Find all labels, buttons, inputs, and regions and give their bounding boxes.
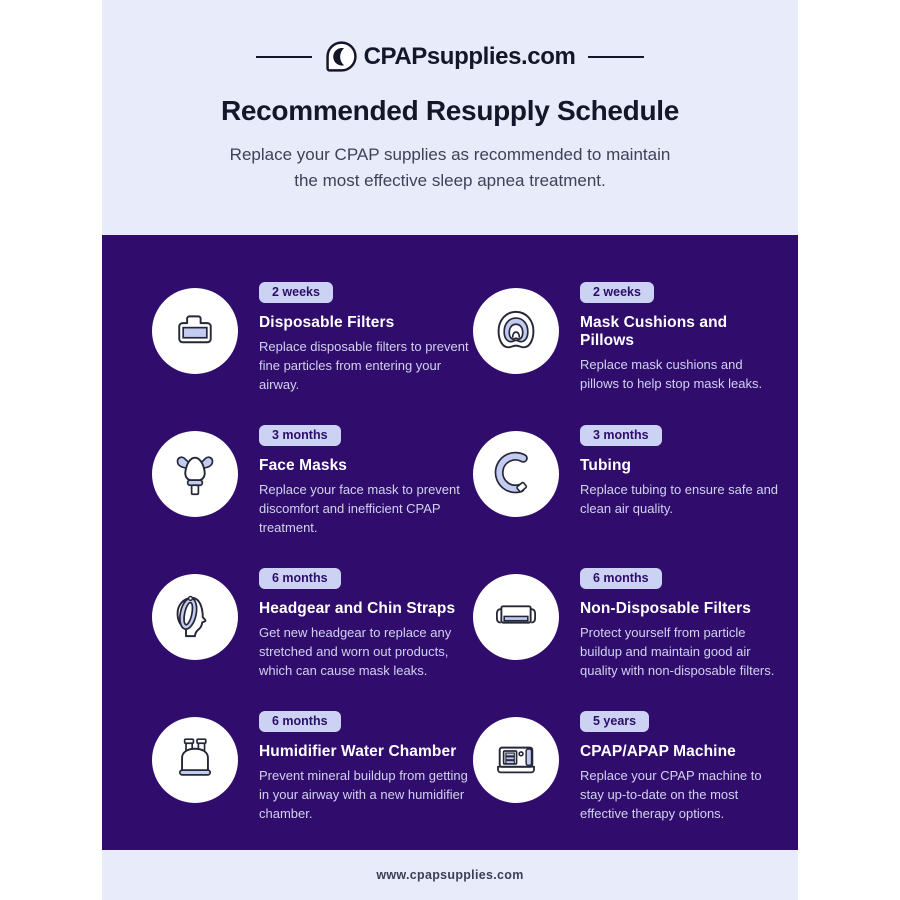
item-title: CPAP/APAP Machine bbox=[580, 743, 736, 760]
item-description: Replace tubing to ensure safe and clean air quality. bbox=[580, 482, 779, 516]
item-description: Get new headgear to replace any stretched and worn out products, which can cause mask leaks. bbox=[259, 625, 452, 678]
brand-name: CPAPsupplies.com bbox=[363, 42, 576, 70]
interval-badge: 3 months bbox=[580, 425, 662, 446]
schedule-item-tubing bbox=[473, 425, 784, 568]
schedule-item-disposable-filters bbox=[152, 282, 473, 425]
item-title: Non-Disposable Filters bbox=[580, 600, 752, 617]
humidifier-chamber-icon bbox=[168, 733, 222, 787]
schedule-item-mask-cushions bbox=[473, 282, 784, 425]
schedule-grid bbox=[102, 282, 798, 854]
face-mask-icon bbox=[168, 447, 222, 501]
schedule-item-headgear bbox=[152, 568, 473, 711]
item-description: Replace your CPAP machine to stay up-to-date on the most effective therapy options. bbox=[580, 768, 762, 821]
interval-badge: 5 years bbox=[580, 711, 649, 732]
interval-badge: 6 months bbox=[259, 568, 341, 589]
schedule-item-humidifier-chamber bbox=[152, 711, 473, 854]
cpap-machine-icon bbox=[489, 733, 543, 787]
brand-logo bbox=[325, 40, 576, 73]
interval-badge: 2 weeks bbox=[259, 282, 333, 303]
item-description: Replace disposable filters to prevent fine particles from entering your airway. bbox=[259, 339, 469, 392]
item-description: Replace mask cushions and pillows to help stop mask leaks. bbox=[580, 357, 763, 391]
schedule-item-cpap-machine bbox=[473, 711, 784, 854]
infographic-document bbox=[102, 0, 798, 900]
interval-badge: 2 weeks bbox=[580, 282, 654, 303]
mask-cushion-icon bbox=[489, 304, 543, 358]
item-title: Mask Cushions and Pillows bbox=[580, 314, 728, 349]
item-title: Humidifier Water Chamber bbox=[259, 743, 457, 760]
non-disposable-filter-icon bbox=[489, 590, 543, 644]
item-title: Disposable Filters bbox=[259, 314, 395, 331]
item-description: Replace your face mask to prevent discomfort and inefficient CPAP treatment. bbox=[259, 482, 460, 535]
logo-row bbox=[102, 40, 798, 73]
subtitle-line-2: the most effective sleep apnea treatment. bbox=[294, 171, 606, 191]
header-section bbox=[102, 0, 798, 235]
interval-badge: 6 months bbox=[259, 711, 341, 732]
schedule-item-non-disposable-filters bbox=[473, 568, 784, 711]
headgear-chin-strap-icon bbox=[168, 590, 222, 644]
interval-badge: 3 months bbox=[259, 425, 341, 446]
item-title: Tubing bbox=[580, 457, 632, 474]
item-title: Face Masks bbox=[259, 457, 348, 474]
disposable-filter-icon bbox=[168, 304, 222, 358]
tubing-icon bbox=[489, 447, 543, 501]
moon-bubble-logo-icon bbox=[325, 40, 358, 73]
schedule-panel bbox=[102, 235, 798, 850]
subtitle-line-1: Replace your CPAP supplies as recommended to maintain bbox=[229, 145, 671, 164]
interval-badge: 6 months bbox=[580, 568, 662, 589]
footer-section bbox=[102, 850, 798, 900]
left-rule bbox=[256, 56, 312, 58]
item-title: Headgear and Chin Straps bbox=[259, 600, 456, 617]
schedule-item-face-masks bbox=[152, 425, 473, 568]
page-subtitle bbox=[102, 142, 798, 195]
page-title: Recommended Resupply Schedule bbox=[220, 95, 680, 126]
item-description: Prevent mineral buildup from getting in your airway with a new humidifier chamber. bbox=[259, 768, 468, 821]
item-description: Protect yourself from particle buildup and maintain good air quality with non-disposable filters. bbox=[580, 625, 775, 678]
footer-url[interactable]: www.cpapsupplies.com bbox=[376, 868, 524, 882]
right-rule bbox=[588, 56, 644, 58]
